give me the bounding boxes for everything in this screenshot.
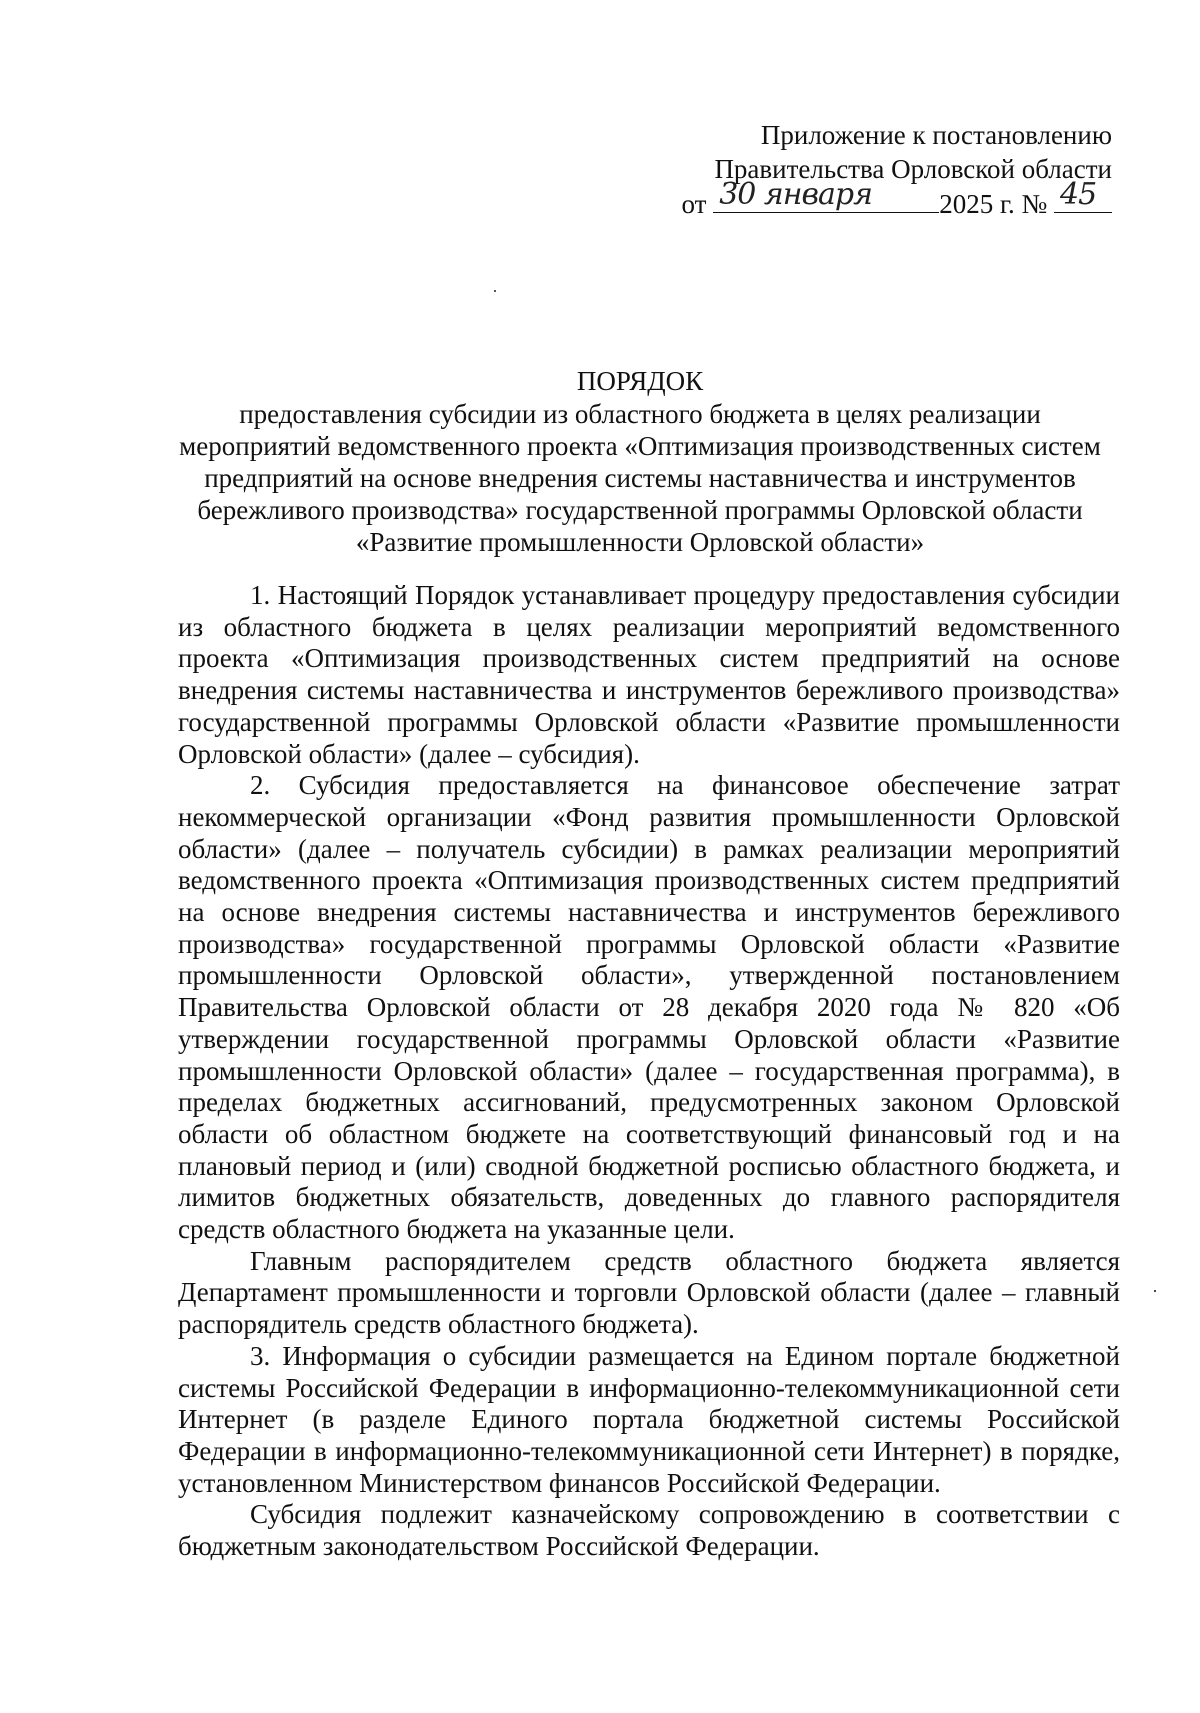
paragraph-1: 1. Настоящий Порядок устанавливает процедуру предоставления субсидии из областного бюджета в целях реализации мероприятий ведомственного проекта «Оптимизация производственных систем предприятий на основе внедрения системы наставничества и инструментов бережливого производства» государственной программы Орловской области «Развитие промышленности Орловской области» (далее – субсидия). — [178, 580, 1120, 769]
appendix-date-line — [592, 177, 1112, 222]
document-body — [178, 580, 1120, 1563]
document-title-block — [170, 365, 1110, 558]
handwritten-date: 30 января — [719, 177, 872, 212]
paragraph-5: Субсидия подлежит казначейскому сопровождению в соответствии с бюджетным законодательством Российской Федерации. — [178, 1499, 1120, 1562]
year-and-number-label: 2025 г. № — [939, 189, 1048, 219]
margin-speck — [1154, 1290, 1156, 1292]
document-title: ПОРЯДОК — [576, 366, 704, 396]
paragraph-2: 2. Субсидия предоставляется на финансовое обеспечение затрат некоммерческой организации «Фонд развития промышленности Орловской области» (далее – получатель субсидии) в рамках реализации мероприятий ведомственного проекта «Оптимизация производственных систем предприятий на основе внедрения системы наставничества и инструментов бережливого производства» государственной программы Орловской области «Развитие промышленности Орловской области», утвержденной постановлением Правительства Орловской области от 28 декабря 2020 года № 820 «Об утверждении государственной программы Орловской области «Развитие промышленности Орловской области» (далее – государственная программа), в пределах бюджетных ассигнований, предусмотренных законом Орловской области об областном бюджете на соответствующий финансовый год и на плановый период и (или) сводной бюджетной росписью областного бюджета, и лимитов бюджетных обязательств, доведенных до главного распорядителя средств областного бюджета на указанные цели. — [178, 770, 1120, 1245]
paragraph-4: 3. Информация о субсидии размещается на Едином портале бюджетной системы Российской Федерации в информационно-телекоммуникационной сети Интернет (в разделе Единого портала бюджетной системы Российской Федерации в информационно-телекоммуникационной сети Интернет) в порядке, установленном Министерством финансов Российской Федерации. — [178, 1340, 1120, 1498]
scan-speck — [494, 290, 496, 292]
appendix-line-1: Приложение к постановлению — [760, 120, 1112, 150]
handwritten-number: 45 — [1060, 177, 1097, 212]
date-fill-field — [713, 177, 939, 213]
appendix-line-2: Правительства Орловской области — [714, 154, 1112, 184]
appendix-header — [592, 118, 1112, 222]
date-prefix: от — [681, 189, 707, 219]
number-fill-field — [1054, 177, 1112, 213]
document-subtitle: предоставления субсидии из областного бюджета в целях реализации мероприятий ведомственного проекта «Оптимизация производственных систем предприятий на основе внедрения системы наставничества и инструментов бережливого производства» государственной программы Орловской области «Развитие промышленности Орловской области» — [179, 399, 1101, 557]
paragraph-3: Главным распорядителем средств областного бюджета является Департамент промышленности и торговли Орловской области (далее – главный распорядитель средств областного бюджета). — [178, 1245, 1120, 1340]
